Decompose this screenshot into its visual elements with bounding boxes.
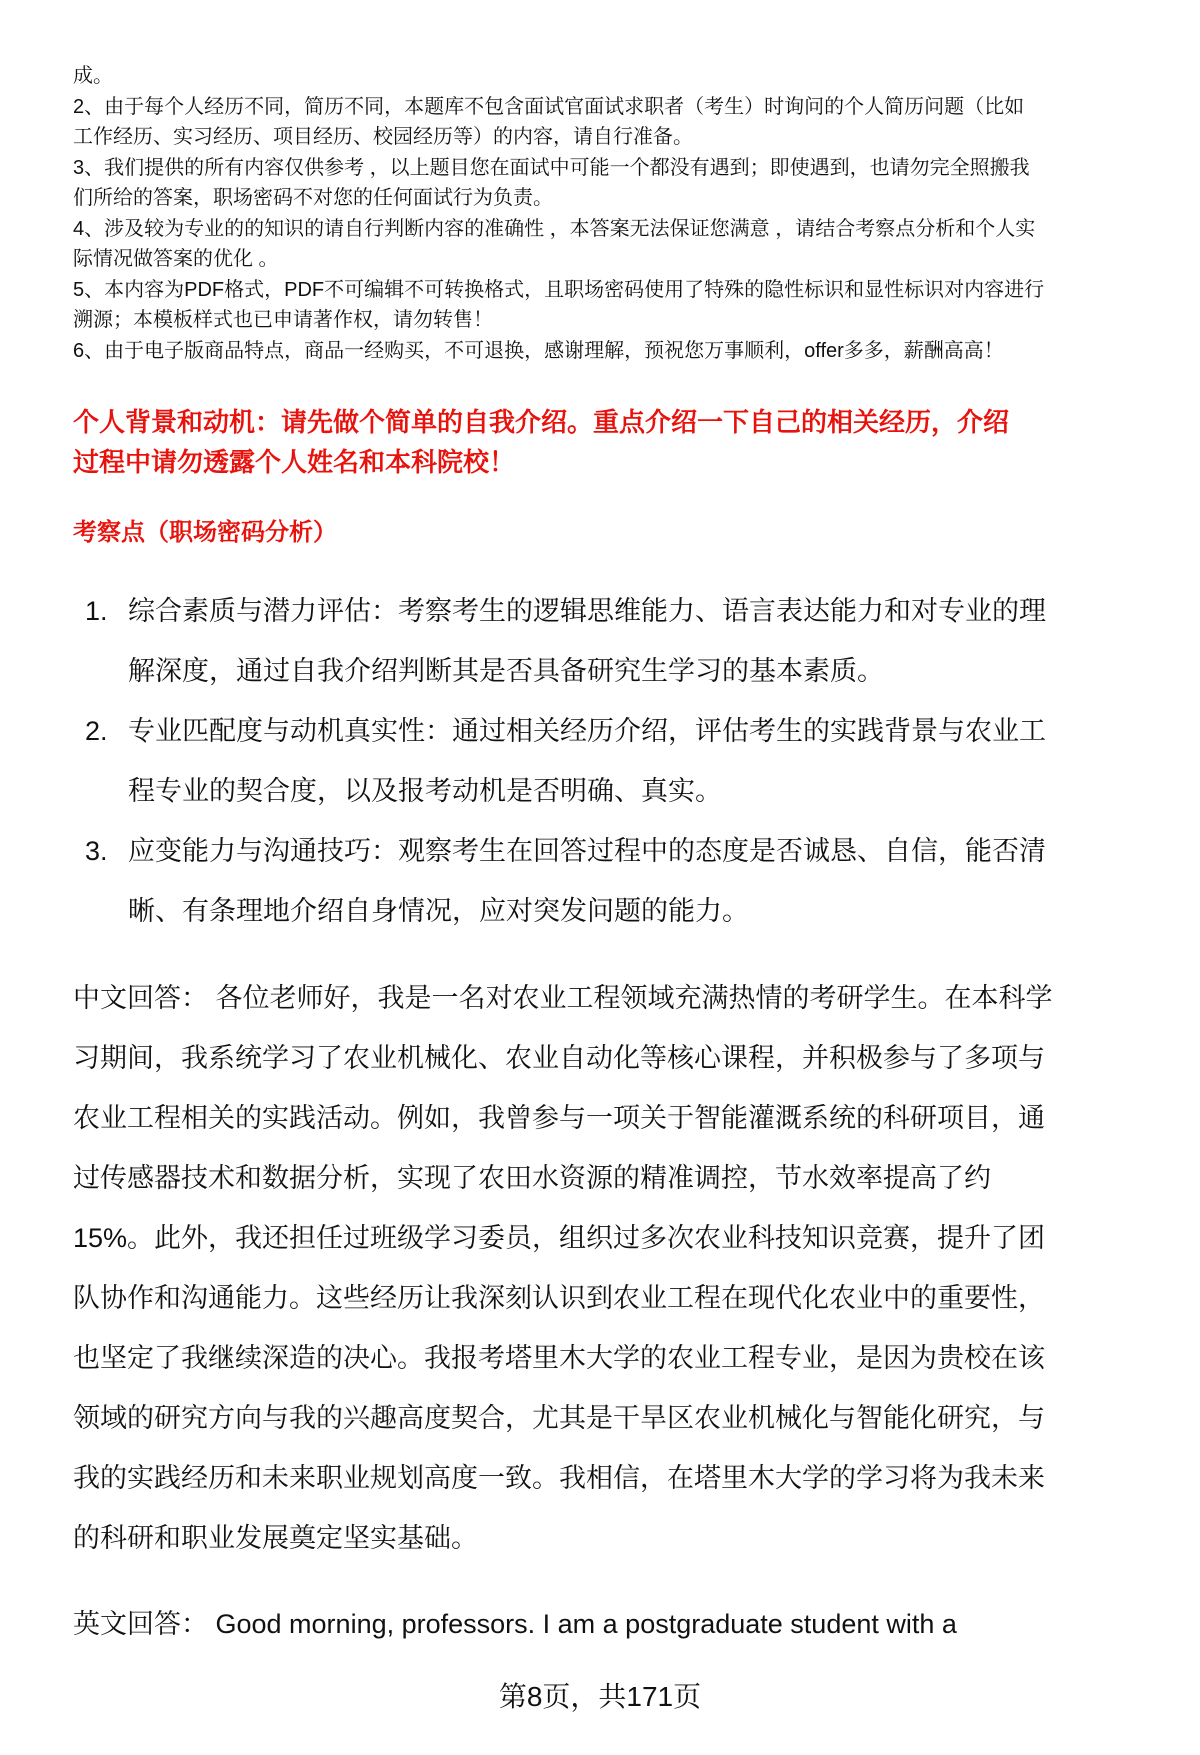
note-line: 际情况做答案的优化 。 <box>73 248 279 270</box>
answer-line: 中文回答： 各位老师好，我是一名对农业工程领域充满热情的考研学生。在本科学 <box>73 983 1053 1013</box>
list-line: 程专业的契合度，以及报考动机是否明确、真实。 <box>128 776 722 806</box>
note-line: 4、涉及较为专业的的知识的请自行判断内容的准确性 ，本答案无法保证您满意 ，请结合考察点分析和个人实 <box>73 217 1036 240</box>
answer-line: 领域的研究方向与我的兴趣高度契合，尤其是干旱区农业机械化与智能化研究，与 <box>73 1403 1045 1433</box>
note-line: 2、由于每个人经历不同，简历不同，本题库不包含面试官面试求职者（考生）时询问的个人简历问题（比如 <box>73 95 1025 118</box>
list-line: 应变能力与沟通技巧：观察考生在回答过程中的态度是否诚恳、自信，能否清 <box>128 836 1046 866</box>
note-line: 溯源；本模板样式也已申请著作权，请勿转售！ <box>73 309 493 331</box>
list-line: 解深度，通过自我介绍判断其是否具备研究生学习的基本素质。 <box>128 656 884 686</box>
note-line: 成。 <box>73 65 113 87</box>
list-line: 综合素质与潜力评估：考察考生的逻辑思维能力、语言表达能力和对专业的理 <box>128 596 1046 626</box>
answer-line: 农业工程相关的实践活动。例如，我曾参与一项关于智能灌溉系统的科研项目，通 <box>73 1103 1045 1133</box>
answer-line: 我的实践经历和未来职业规划高度一致。我相信，在塔里木大学的学习将为我未来 <box>73 1463 1045 1493</box>
answer-line: 过传感器技术和数据分析，实现了农田水资源的精准调控，节水效率提高了约 <box>73 1163 991 1193</box>
list-number: 3. <box>85 836 108 866</box>
note-line: 工作经历、实习经历、项目经历、校园经历等）的内容，请自行准备。 <box>73 126 693 148</box>
english-answer <box>73 1594 1163 1654</box>
question-heading <box>73 402 1163 482</box>
disclaimer-notes <box>73 61 1163 366</box>
answer-line: 习期间，我系统学习了农业机械化、农业自动化等核心课程，并积极参与了多项与 <box>73 1043 1045 1073</box>
list-number: 1. <box>85 596 108 626</box>
list-line: 晰、有条理地介绍自身情况，应对突发问题的能力。 <box>128 896 749 926</box>
list-number: 2. <box>85 716 108 746</box>
chinese-answer <box>73 968 1163 1568</box>
note-line: 们所给的答案，职场密码不对您的任何面试行为负责。 <box>73 187 553 209</box>
answer-line: 15%。此外，我还担任过班级学习委员，组织过多次农业科技知识竞赛，提升了团 <box>73 1223 1046 1253</box>
list-line: 专业匹配度与动机真实性：通过相关经历介绍，评估考生的实践背景与农业工 <box>128 716 1046 746</box>
question-line: 过程中请勿透露个人姓名和本科院校！ <box>73 447 516 477</box>
page-number: 第8页，共171页 <box>498 1681 702 1712</box>
answer-line: 英文回答： Good morning, professors. I am a postgraduate student with a <box>73 1609 957 1639</box>
answer-line: 的科研和职业发展奠定坚实基础。 <box>73 1523 478 1553</box>
answer-line: 队协作和沟通能力。这些经历让我深刻认识到农业工程在现代化农业中的重要性， <box>73 1283 1045 1313</box>
answer-line: 也坚定了我继续深造的决心。我报考塔里木大学的农业工程专业，是因为贵校在该 <box>73 1343 1045 1373</box>
note-line: 5、本内容为PDF格式，PDF不可编辑不可转换格式，且职场密码使用了特殊的隐性标识和显性标识对内容进行 <box>73 278 1045 301</box>
note-line: 3、我们提供的所有内容仅供参考 ，以上题目您在面试中可能一个都没有遇到；即使遇到，也请勿完全照搬我 <box>73 156 1030 179</box>
note-line: 6、由于电子版商品特点，商品一经购买，不可退换，感谢理解，预祝您万事顺利，offer多多，薪酬高高！ <box>73 339 1004 362</box>
question-line: 个人背景和动机：请先做个简单的自我介绍。重点介绍一下自己的相关经历，介绍 <box>73 407 1010 437</box>
analysis-heading: 考察点（职场密码分析） <box>73 519 337 546</box>
